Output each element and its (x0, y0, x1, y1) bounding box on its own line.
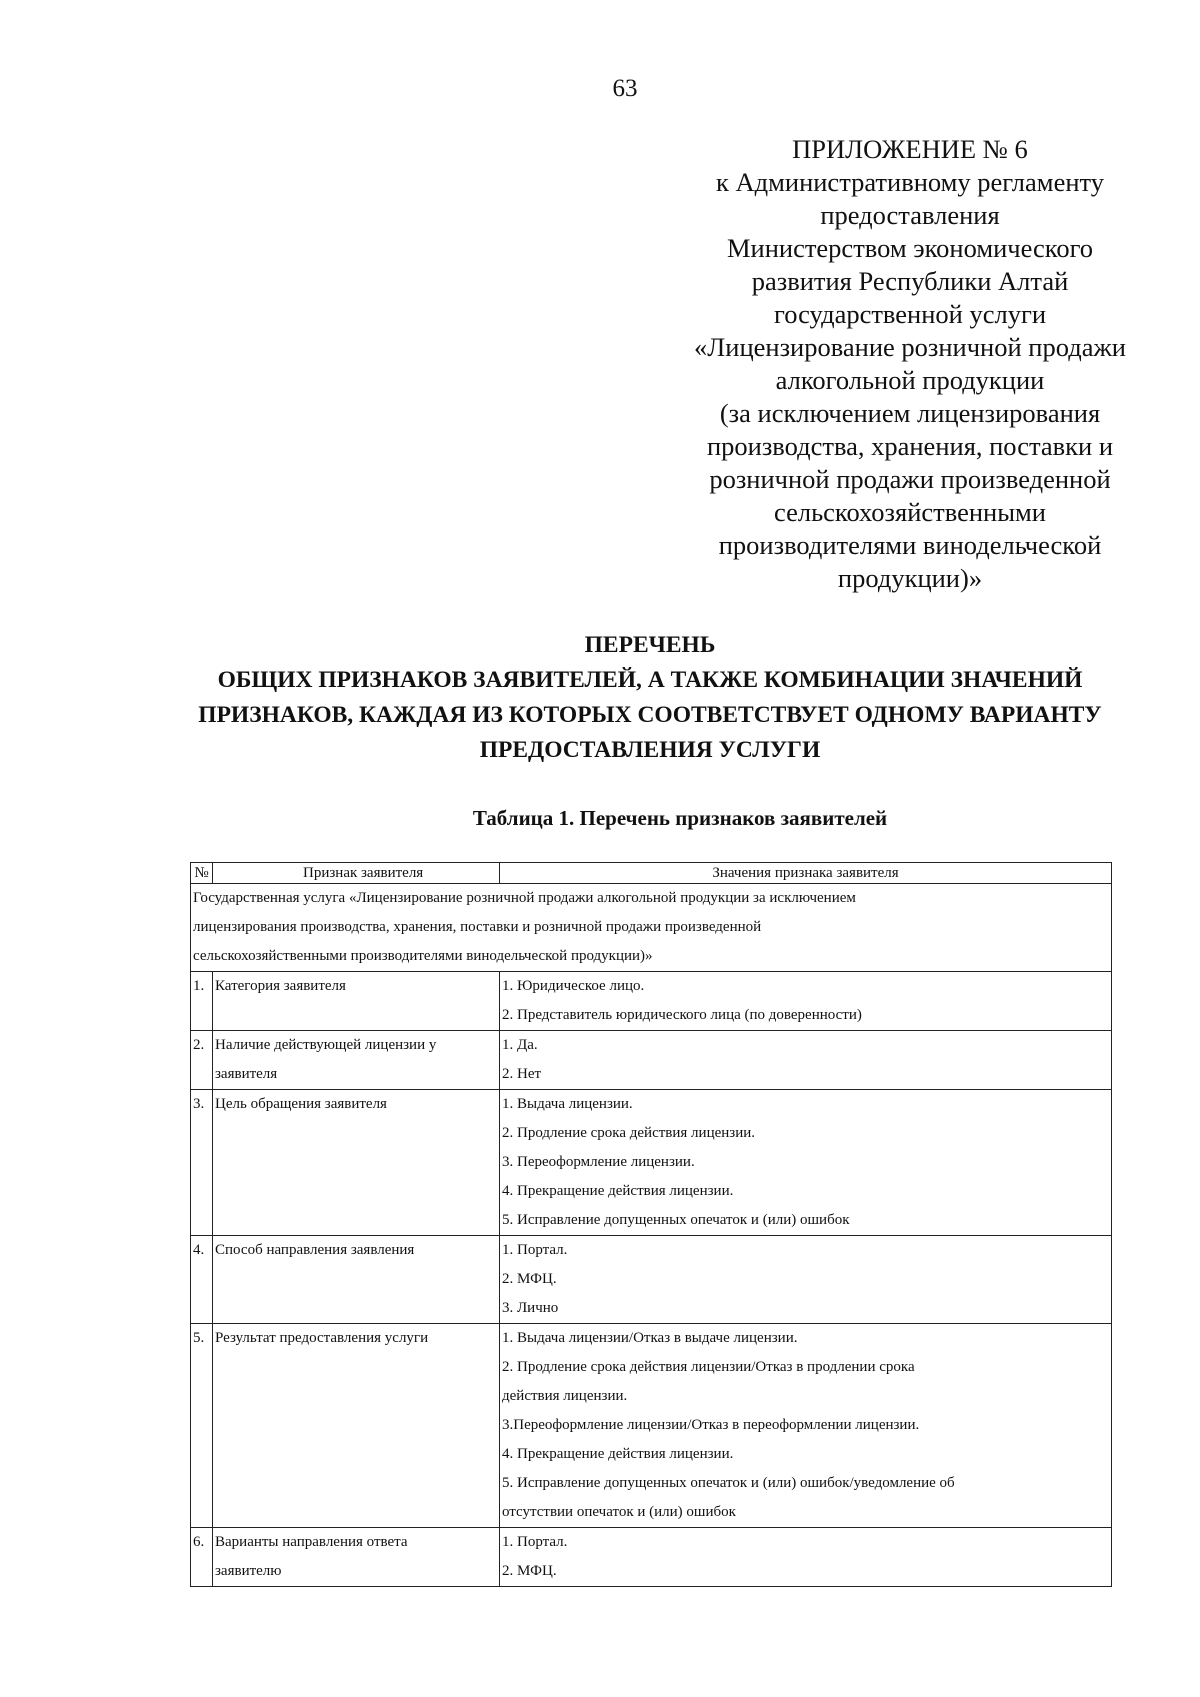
appendix-block (660, 133, 1160, 595)
value-line: 1. Юридическое лицо. (502, 978, 645, 994)
value-line: 5. Исправление допущенных опечаток и (или) ошибок/уведомление об (502, 1475, 955, 1491)
service-line: Государственная услуга «Лицензирование розничной продажи алкогольной продукции за исключением (193, 890, 856, 906)
appendix-line: производителями винодельческой (718, 530, 1102, 560)
value-line: 3.Переоформление лицензии/Отказ в переоформлении лицензии. (502, 1417, 920, 1433)
header-number: № (191, 863, 213, 884)
row-number: 4. (191, 1236, 213, 1324)
feature-cell (213, 972, 500, 1031)
appendix-line: продукции)» (837, 563, 983, 593)
values-cell (500, 1528, 1112, 1587)
value-line: 5. Исправление допущенных опечаток и (или) ошибок (502, 1212, 850, 1228)
appendix-line: «Лицензирование розничной продажи (694, 332, 1126, 362)
appendix-line: ПРИЛОЖЕНИЕ № 6 (792, 134, 1028, 164)
value-line: 4. Прекращение действия лицензии. (502, 1446, 734, 1462)
values-cell (500, 1236, 1112, 1324)
feature-cell (213, 1090, 500, 1236)
appendix-line: производства, хранения, поставки и (706, 431, 1114, 461)
appendix-line: сельскохозяйственными (774, 497, 1046, 527)
service-line: сельскохозяйственными производителями винодельческой продукции)» (193, 948, 653, 964)
appendix-line: розничной продажи произведенной (709, 464, 1111, 494)
table-header-row (191, 863, 1112, 884)
page-number: 63 (612, 75, 638, 102)
values-cell (500, 1324, 1112, 1528)
value-line: 3. Переоформление лицензии. (502, 1154, 695, 1170)
row-number: 5. (191, 1324, 213, 1528)
header-values: Значения признака заявителя (500, 863, 1112, 884)
service-line: лицензирования производства, хранения, поставки и розничной продажи произведенной (193, 919, 762, 935)
value-line: действия лицензии. (502, 1388, 628, 1404)
feature-line: Результат предоставления услуги (215, 1330, 429, 1346)
values-cell (500, 1031, 1112, 1090)
appendix-line: (за исключением лицензирования (719, 398, 1101, 428)
table-title: Таблица 1. Перечень признаков заявителей (472, 806, 888, 830)
feature-line: Варианты направления ответа (215, 1534, 408, 1550)
table-row (191, 1324, 1112, 1528)
feature-line: Способ направления заявления (215, 1242, 415, 1258)
value-line: 1. Портал. (502, 1242, 568, 1258)
row-number: 6. (191, 1528, 213, 1587)
appendix-line: развития Республики Алтай (751, 266, 1069, 296)
feature-line: Цель обращения заявителя (215, 1096, 387, 1112)
feature-cell (213, 1324, 500, 1528)
appendix-line: алкогольной продукции (775, 365, 1045, 395)
feature-line: Категория заявителя (215, 978, 346, 994)
service-cell (191, 884, 1112, 972)
heading-line: ПРИЗНАКОВ, КАЖДАЯ ИЗ КОТОРЫХ СООТВЕТСТВУЕТ ОДНОМУ ВАРИАНТУ (198, 702, 1102, 728)
appendix-line: государственной услуги (773, 299, 1047, 329)
value-line: 1. Портал. (502, 1534, 568, 1550)
appendix-line: предоставления (820, 200, 1000, 230)
value-line: 2. Представитель юридического лица (по доверенности) (502, 1007, 862, 1023)
values-cell (500, 1090, 1112, 1236)
document-heading (150, 628, 1150, 768)
value-line: отсутствии опечаток и (или) ошибок (502, 1504, 736, 1520)
value-line: 2. Продление срока действия лицензии. (502, 1125, 756, 1141)
value-line: 1. Выдача лицензии/Отказ в выдаче лицензии. (502, 1330, 798, 1346)
service-row (191, 884, 1112, 972)
value-line: 1. Выдача лицензии. (502, 1096, 633, 1112)
value-line: 2. МФЦ. (502, 1271, 557, 1287)
feature-line: заявителю (215, 1563, 282, 1579)
table-row (191, 972, 1112, 1031)
heading-line: ПЕРЕЧЕНЬ (584, 632, 716, 658)
table-row (191, 1031, 1112, 1090)
values-cell (500, 972, 1112, 1031)
table-row (191, 1236, 1112, 1324)
applicant-features-table (190, 862, 1112, 1587)
row-number: 3. (191, 1090, 213, 1236)
value-line: 1. Да. (502, 1037, 538, 1053)
appendix-line: Министерством экономического (726, 233, 1094, 263)
feature-cell (213, 1236, 500, 1324)
value-line: 4. Прекращение действия лицензии. (502, 1183, 734, 1199)
feature-line: Наличие действующей лицензии у (215, 1037, 437, 1053)
value-line: 2. Продление срока действия лицензии/Отказ в продлении срока (502, 1359, 915, 1375)
feature-cell (213, 1031, 500, 1090)
heading-line: ПРЕДОСТАВЛЕНИЯ УСЛУГИ (479, 737, 821, 763)
table-row (191, 1090, 1112, 1236)
header-feature: Признак заявителя (213, 863, 500, 884)
value-line: 2. Нет (502, 1066, 542, 1082)
heading-line: ОБЩИХ ПРИЗНАКОВ ЗАЯВИТЕЛЕЙ, А ТАКЖЕ КОМБИНАЦИИ ЗНАЧЕНИЙ (217, 667, 1083, 693)
row-number: 1. (191, 972, 213, 1031)
feature-cell (213, 1528, 500, 1587)
value-line: 3. Лично (502, 1300, 559, 1316)
row-number: 2. (191, 1031, 213, 1090)
table-row (191, 1528, 1112, 1587)
value-line: 2. МФЦ. (502, 1563, 557, 1579)
appendix-line: к Административному регламенту (716, 167, 1104, 197)
feature-line: заявителя (215, 1066, 278, 1082)
